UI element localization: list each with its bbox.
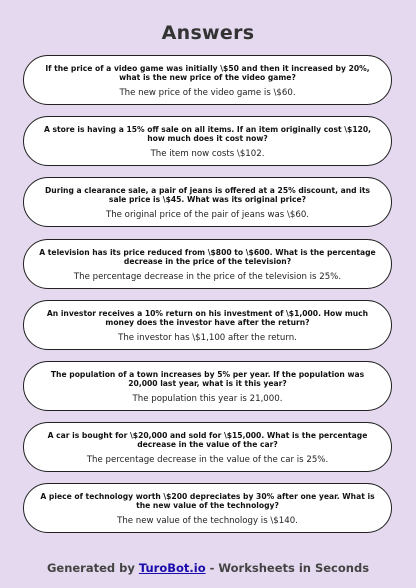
answer-text: The investor has \$1,100 after the return.: [118, 332, 297, 343]
answer-text: The population this year is 21,000.: [132, 393, 283, 404]
question-text: The population of a town increases by 5% per year. If the population was 20,000 last year, what is it this year?: [50, 369, 365, 388]
answer-card: [23, 483, 392, 533]
question-text: A television has its price reduced from \$800 to \$600. What is the percentage decrease in the price of the television?: [39, 247, 376, 266]
answer-text: The item now costs \$102.: [150, 149, 265, 160]
answer-card: [23, 116, 392, 166]
answer-card: [23, 239, 392, 289]
question-text: A piece of technology worth \$200 depreciates by 30% after one year. What is the new value of the technology?: [40, 492, 375, 511]
answer-card: [23, 300, 392, 350]
question-text: An investor receives a 10% return on his investment of \$1,000. How much money does the investor have after the return?: [46, 308, 369, 327]
answer-text: The original price of the pair of jeans was \$60.: [105, 210, 310, 221]
footer-suffix: - Worksheets in Seconds: [205, 561, 370, 575]
answer-card: [23, 422, 392, 472]
footer-prefix: Generated by: [46, 561, 139, 575]
answer-list: [23, 55, 392, 545]
turobot-link[interactable]: TuroBot.io: [138, 561, 206, 575]
question-text: A store is having a 15% off sale on all items. If an item originally cost \$120, how much does it cost now?: [43, 125, 372, 144]
question-text: If the price of a video game was initially \$50 and then it increased by 20%, what is the new price of the video game?: [45, 64, 370, 82]
answer-text: The new price of the video game is \$60.: [119, 88, 296, 98]
answer-card: [23, 177, 392, 227]
question-text: A car is bought for \$20,000 and sold for \$15,000. What is the percentage decrease in the value of the car?: [47, 431, 368, 450]
answer-text: The percentage decrease in the price of the television is 25%.: [73, 271, 342, 282]
answer-card: [23, 55, 392, 105]
page-title: Answers: [161, 22, 255, 44]
footer: [0, 561, 416, 575]
answer-card: [23, 361, 392, 411]
answer-text: The new value of the technology is \$140.: [117, 516, 298, 527]
question-text: During a clearance sale, a pair of jeans is offered at a 25% discount, and its sale price is \$45. What was its original price?: [45, 186, 370, 205]
answer-text: The percentage decrease in the value of the car is 25%.: [86, 455, 329, 466]
